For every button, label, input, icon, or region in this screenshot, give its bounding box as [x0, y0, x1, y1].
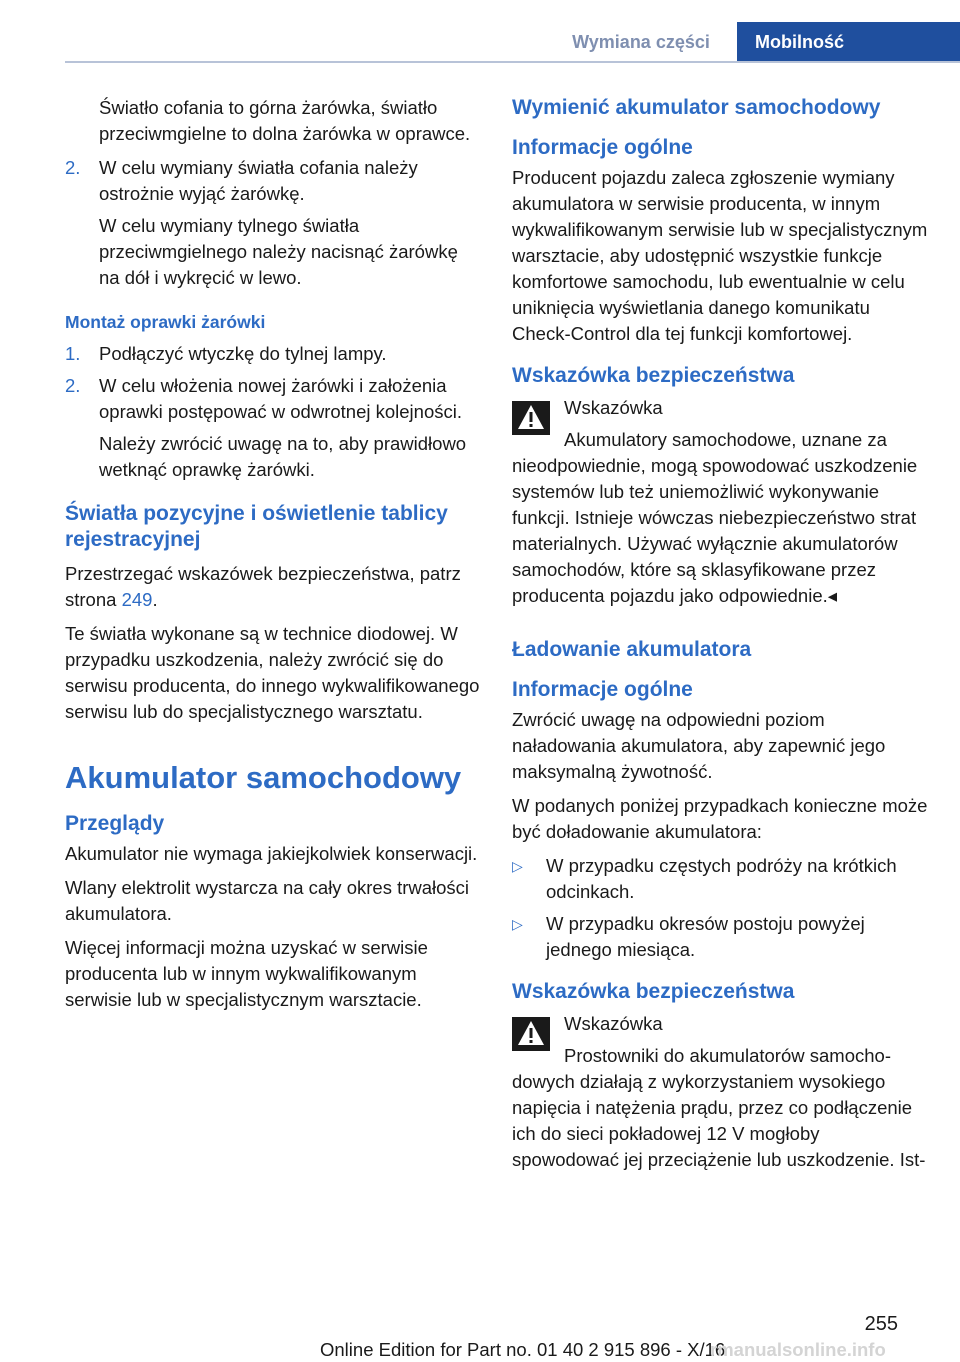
step-text: W celu włożenia nowej żarówki i założenia oprawki postępować w odwrotnej kolejności.: [99, 375, 462, 422]
ladowanie-heading: Ładowanie akumulatora: [512, 638, 752, 661]
bullet-arrow-icon: ▷: [512, 916, 523, 932]
page-header: [0, 22, 960, 62]
step-number: 2.: [65, 157, 81, 178]
safety-heading: Wskazówka bezpieczeństwa: [512, 364, 795, 387]
montaz-heading: Montaż oprawki żarówki: [65, 312, 266, 332]
pozycyjne-paragraph-2: Te światła wykonane są w technice diodowej. W przypadku uszkodzenia, należy zwrócić się do serwisu producenta, do innego wykwalifikowanego serwisu lub do specjalistycznego warsztatu.: [65, 623, 480, 722]
section-tab-mobilnosc[interactable]: Mobilność: [737, 22, 960, 63]
info-heading: Informacje ogólne: [512, 678, 693, 701]
right-column: [512, 95, 930, 1181]
edition-text: Online Edition for Part no. 01 40 2 915 896 - X/16: [320, 1339, 726, 1360]
warning-text: nieodpowiednie, mogą spowodować uszkodzenie systemów lub też uniemożliwić wykonywanie funkcji. Istnieje wówczas niebezpieczeństwo strat materialnych. Używać wyłącznie akumulatorów samochodów, które są sklasyfikowane przez producenta pojazdu jako odpowiednie.◂: [512, 455, 918, 606]
info-paragraph: Zwrócić uwagę na odpowiedni poziom naładowania akumulatora, aby zapewnić jego maksymalną żywotność.: [512, 709, 886, 782]
header-rule: [65, 61, 960, 63]
list-item-text: W przypadku częstych podróży na krótkich odcinkach.: [546, 855, 897, 902]
bullet-arrow-icon: ▷: [512, 858, 523, 874]
step-item: [65, 373, 480, 425]
akumulator-heading: Akumulator samochodowy: [65, 760, 462, 795]
warning-block: [512, 395, 930, 609]
warning-label: Wskazówka: [564, 1013, 663, 1034]
warning-text-first: Prostowniki do akumulatorów samocho-: [564, 1045, 891, 1066]
pozycyjne-paragraph-1: Przestrzegać wskazówek bezpieczeństwa, patrz strona 249.: [65, 563, 461, 610]
list-item-text: W przypadku okresów postoju powyżej jednego miesiąca.: [546, 913, 865, 960]
page-number: 255: [864, 1313, 898, 1335]
warning-icon: [512, 1017, 550, 1051]
item1-continuation: Światło cofania to górna żarówka, światło przeciwmgielne to dolna żarówka w oprawce.: [99, 97, 471, 144]
przeglady-paragraph-1: Akumulator nie wymaga jakiejkolwiek konserwacji.: [65, 843, 478, 864]
step-number: 1.: [65, 343, 81, 364]
warning-block: [512, 1011, 930, 1173]
przeglady-heading: Przeglądy: [65, 812, 165, 835]
przeglady-paragraph-3: Więcej informacji można uzyskać w serwisie producenta lub w innym wykwalifikowanym serwisie lub w specjalistycznym warsztacie.: [65, 937, 428, 1010]
step-number: 2.: [65, 375, 81, 396]
info-paragraph: Producent pojazdu zaleca zgłoszenie wymiany akumulatora w serwisie producenta, w innym wykwalifikowanym serwisie lub w specjalistycznym warsztacie, aby udostępnić wszystkie funkcje komfortowe samochodu, lub ewentualnie w celu uniknięcia wyświetlania danego komunikatu Check-Control dla tej funkcji komfortowej.: [512, 167, 928, 344]
list-item: [512, 911, 930, 963]
left-column: [65, 95, 480, 1021]
pozycyjne-heading: Światła pozycyjne i oświetlenie tablicy rejestracyjnej: [65, 502, 448, 551]
step-text: Podłączyć wtyczkę do tylnej lampy.: [99, 343, 387, 364]
info-heading: Informacje ogólne: [512, 136, 693, 159]
step-continuation: W celu wymiany tylnego światła przeciwmgielnego należy nacisnąć żarówkę na dół i wykręcić w lewo.: [99, 215, 458, 288]
wymienic-heading: Wymienić akumulator samochodowy: [512, 96, 881, 119]
step-text: W celu wymiany światła cofania należy ostrożnie wyjąć żarówkę.: [99, 157, 418, 204]
page-link[interactable]: 249: [121, 589, 153, 610]
warning-label: Wskazówka: [564, 397, 663, 418]
info-paragraph: W podanych poniżej przypadkach konieczne może być doładowanie akumulatora:: [512, 795, 928, 842]
step-item: [65, 155, 480, 207]
section-tab-wymiana[interactable]: Wymiana części: [572, 32, 710, 52]
safety-heading: Wskazówka bezpieczeństwa: [512, 980, 795, 1003]
warning-text: dowych działają z wykorzystaniem wysokiego napięcia i natężenia prądu, przez co podłączenie ich do sieci pokładowej 12 V mogłoby spowodować jej przeciążenie lub uszkodzenie. Ist-: [512, 1071, 926, 1170]
list-item: [512, 853, 930, 905]
przeglady-paragraph-2: Wlany elektrolit wystarcza na cały okres trwałości akumulatora.: [65, 877, 470, 924]
warning-text-first: Akumulatory samochodowe, uznane za: [564, 429, 887, 450]
warning-icon: [512, 401, 550, 435]
step-item: [65, 341, 480, 367]
step-continuation: Należy zwrócić uwagę na to, aby prawidłowo wetknąć oprawkę żarówki.: [99, 433, 467, 480]
watermark: rmanualsonline.info: [710, 1339, 886, 1360]
